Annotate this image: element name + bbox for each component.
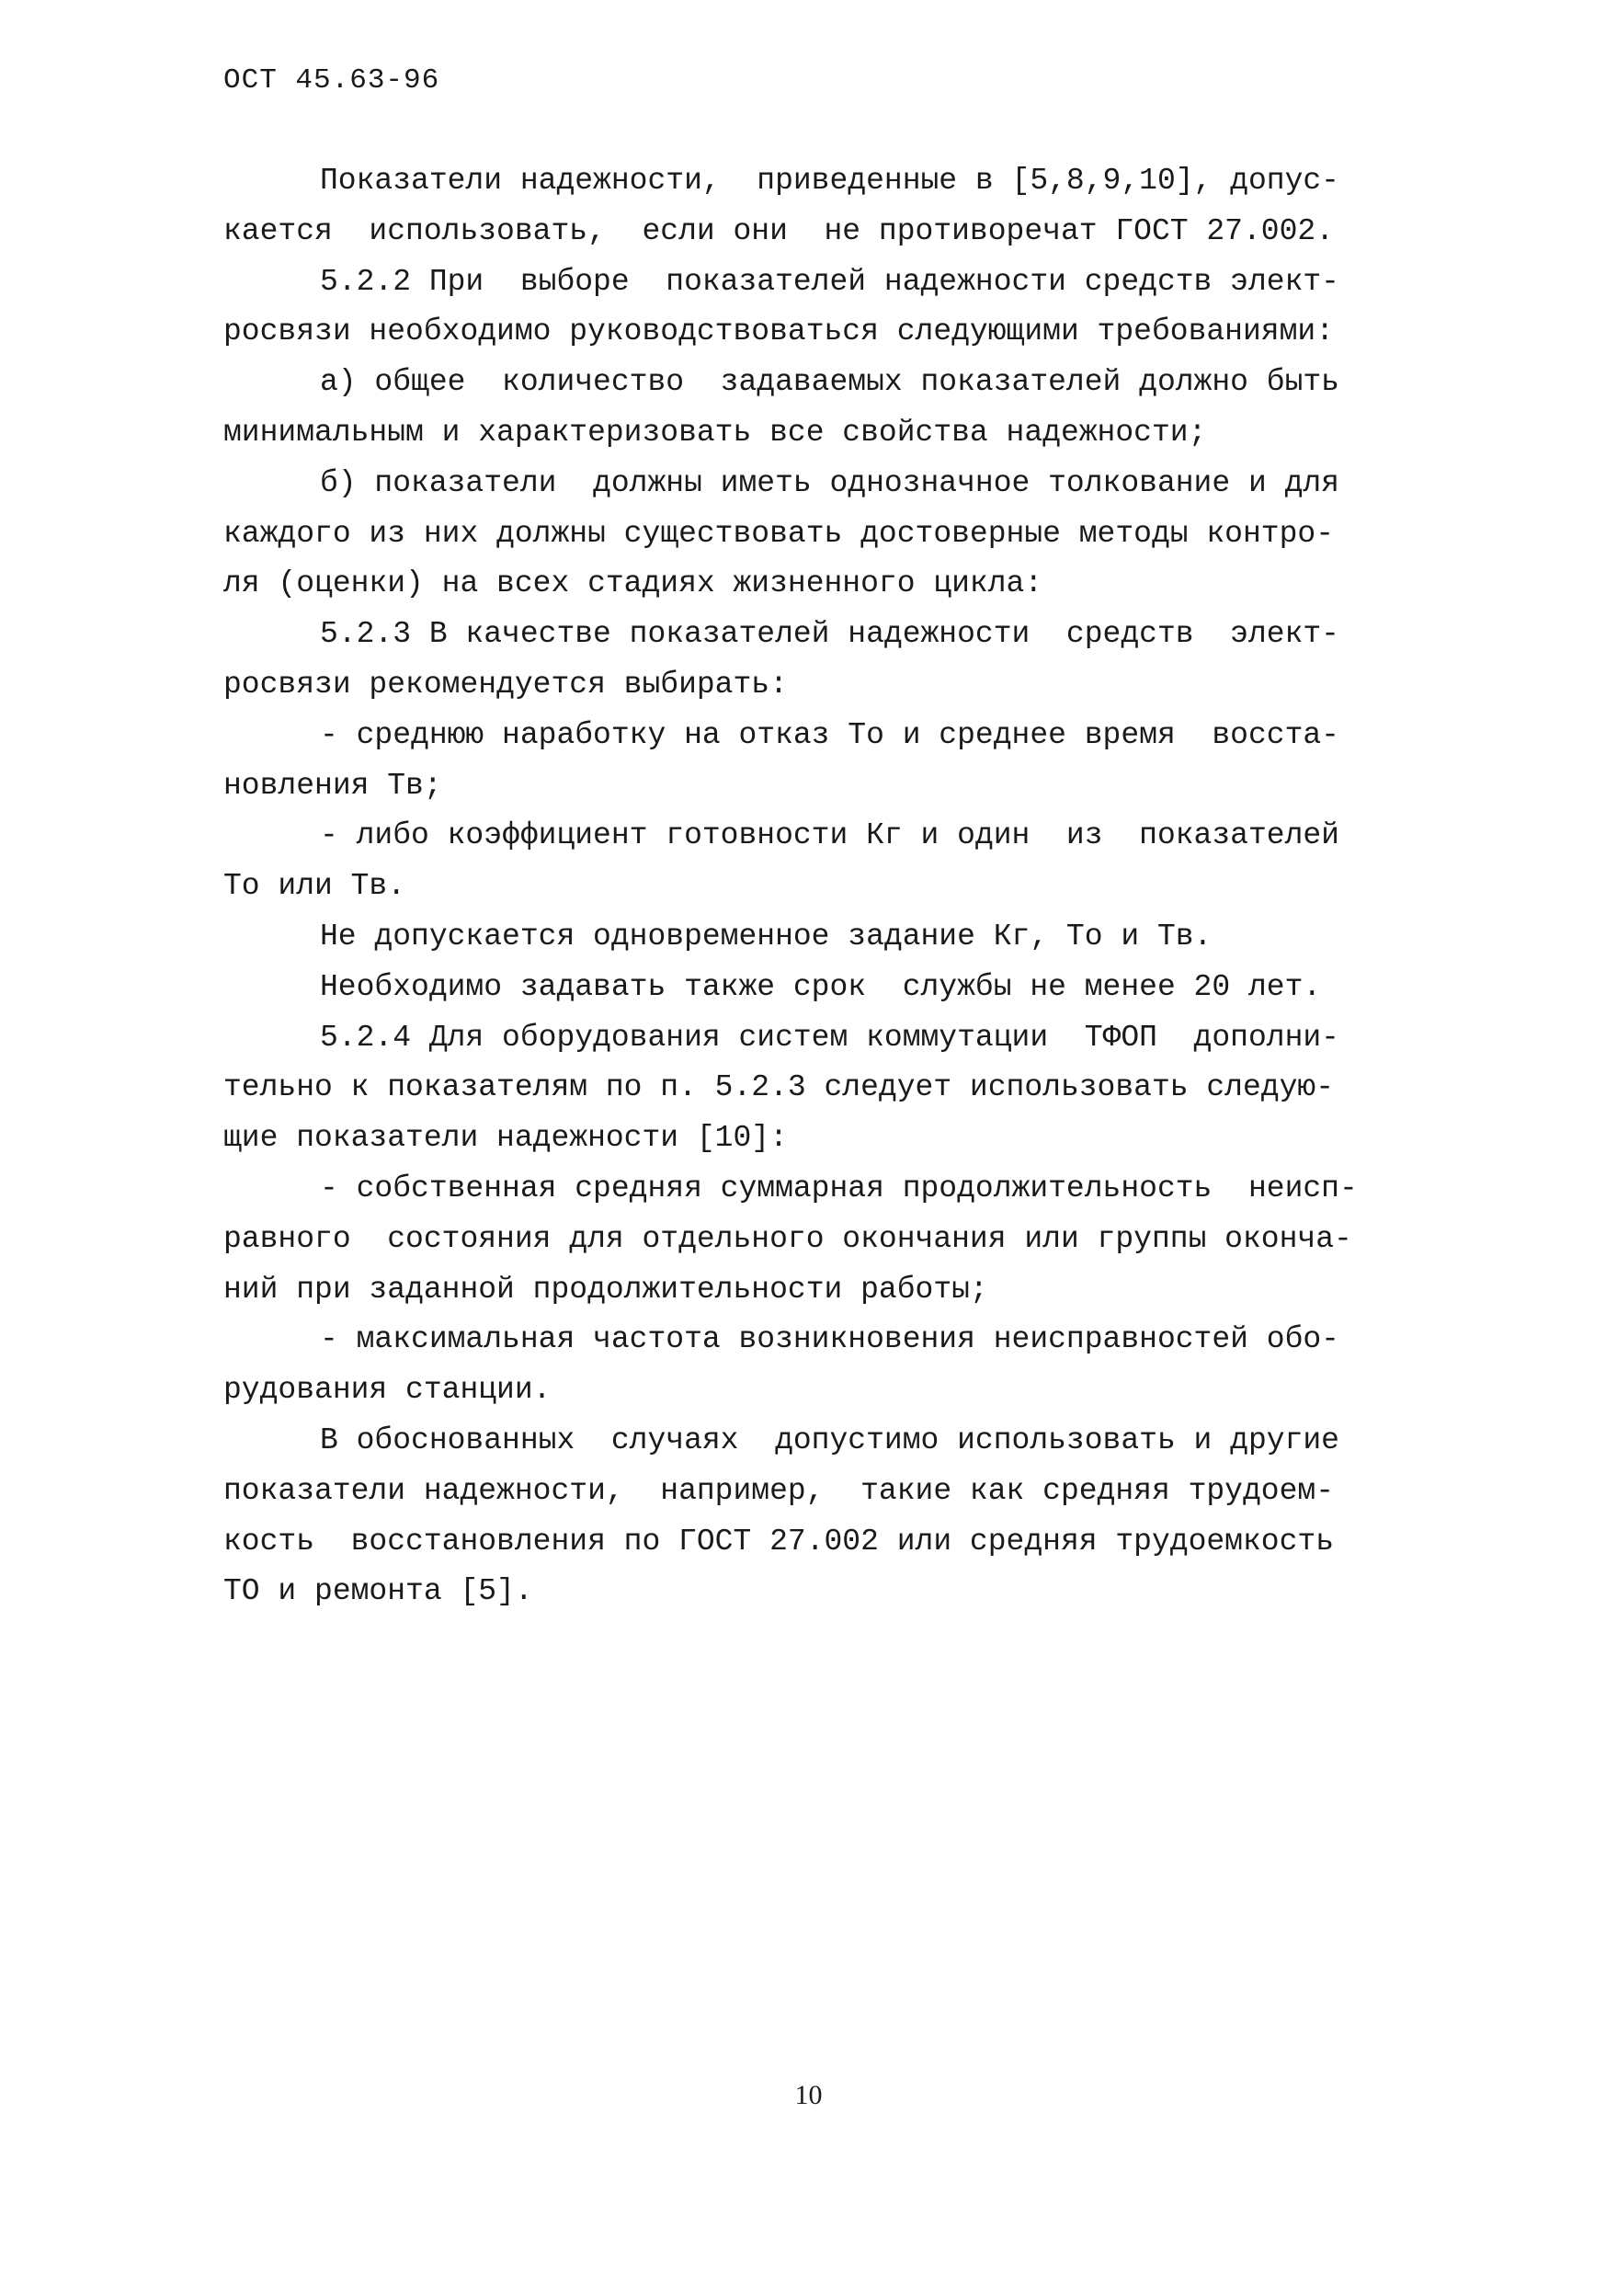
text-line: Не допускается одновременное задание Кг, То и Тв. xyxy=(320,919,1213,954)
text-line: ний при заданной продолжительности работы; xyxy=(223,1272,988,1307)
text-line: То или Тв. xyxy=(223,869,406,904)
text-line: б) показатели должны иметь однозначное толкование и для xyxy=(320,465,1339,500)
text-line: ТО и ремонта [5]. xyxy=(223,1574,533,1609)
body-text xyxy=(223,156,1418,1617)
text-line: росвязи рекомендуется выбирать: xyxy=(223,667,788,702)
text-line: каждого из них должны существовать достоверные методы контро- xyxy=(223,516,1334,551)
text-line: В обоснованных случаях допустимо использовать и другие xyxy=(320,1422,1339,1457)
text-line: Необходимо задавать также срок службы не менее 20 лет. xyxy=(320,969,1322,1004)
text-line: 5.2.3 В качестве показателей надежности средств элект- xyxy=(320,617,1339,652)
text-line: рудования станции. xyxy=(223,1373,552,1408)
text-line: равного состояния для отдельного окончания или группы оконча- xyxy=(223,1221,1352,1256)
text-line: - максимальная частота возникновения неисправностей обо- xyxy=(320,1322,1339,1357)
text-line: щие показатели надежности [10]: xyxy=(223,1121,788,1156)
text-line: - собственная средняя суммарная продолжительность неисп- xyxy=(320,1171,1358,1205)
text-line: - среднюю наработку на отказ То и среднее время восста- xyxy=(320,717,1339,752)
text-line: Показатели надежности, приведенные в [5,8,9,10], допус- xyxy=(320,164,1339,198)
text-line: 5.2.2 При выборе показателей надежности средств элект- xyxy=(320,264,1339,299)
text-line: тельно к показателям по п. 5.2.3 следует использовать следую- xyxy=(223,1070,1334,1105)
text-line: а) общее количество задаваемых показателей должно быть xyxy=(320,365,1339,400)
text-line: кость восстановления по ГОСТ 27.002 или средняя трудоемкость xyxy=(223,1524,1334,1559)
document-code: ОСТ 45.63-96 xyxy=(223,64,440,97)
text-line: показатели надежности, например, такие как средняя трудоем- xyxy=(223,1473,1334,1508)
text-line: кается использовать, если они не противоречат ГОСТ 27.002. xyxy=(223,213,1334,248)
text-line: ля (оценки) на всех стадиях жизненного цикла: xyxy=(223,566,1043,601)
text-line: минимальным и характеризовать все свойства надежности; xyxy=(223,415,1207,450)
text-line: - либо коэффициент готовности Кг и один из показателей xyxy=(320,818,1339,853)
page-number: 10 xyxy=(794,2080,823,2110)
text-line: 5.2.4 Для оборудования систем коммутации ТФОП дополни- xyxy=(320,1020,1339,1055)
text-line: росвязи необходимо руководствоваться следующими требованиями: xyxy=(223,314,1334,349)
text-line: новления Тв; xyxy=(223,768,442,803)
